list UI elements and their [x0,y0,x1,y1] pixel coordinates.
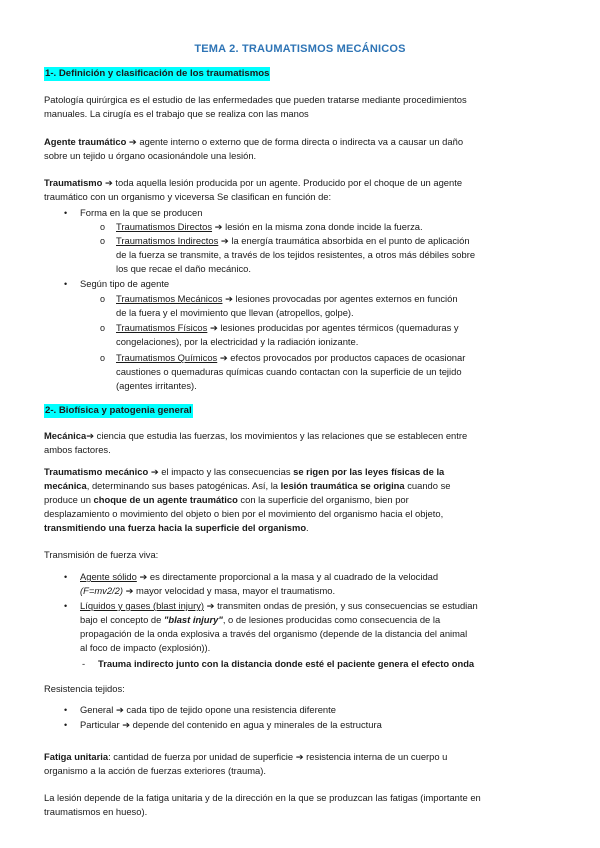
arrow-icon: ➔ [104,177,113,188]
circle-bullet-icon: o [100,222,106,232]
text-line: congelaciones), por la electricidad y la radiación ionizante. [116,336,359,347]
text-line: propagación de la onda explosiva a través del organismo (depende de la distancia del animal [80,628,468,639]
text-line: traumatismos en hueso). [44,806,148,817]
arrow-icon: ➔ [150,466,159,477]
text-line: Patología quirúrgica es el estudio de las enfermedades que pueden tratarse mediante procedimientos [44,94,467,105]
text-fragment: mecánica [44,480,87,491]
list-subitem [100,351,546,393]
text-line: toda aquella lesión producida por un agente. Producido por el choque de un agente [112,177,463,188]
term-mecanica: Mecánica [44,430,87,441]
text-line: ciencia que estudia las fuerzas, los movimientos y las relaciones que se establecen entre [94,430,468,441]
text-fragment: se rigen por las leyes físicas de la [293,466,445,477]
list-item-text: Según tipo de agente [80,278,170,289]
arrow-icon: ➔ [122,719,131,730]
list-item [64,599,560,655]
text-line: mayor velocidad y masa, mayor el traumatismo. [133,585,336,596]
bullet-icon: • [64,720,68,730]
text-fragment: bajo el concepto de [80,614,164,625]
term-traumatismo-mecanico: Traumatismo mecánico [44,466,149,477]
paragraph-lesion [44,791,560,819]
list-subitem [100,220,546,234]
text-line: manuales. La cirugía es el trabajo que se realiza con las manos [44,108,309,119]
text-fragment: General [80,704,114,715]
paragraph-fatiga [44,750,560,778]
formula: (F=mv2/2) [80,585,123,596]
text-line: organismo a la acción de fuerzas exteriores (trauma). [44,765,266,776]
term-directos: Traumatismos Directos [116,221,213,232]
page-title: TEMA 2. TRAUMATISMOS MECÁNICOS [194,43,406,55]
bullet-icon: • [64,705,68,715]
text-line: los que recae el daño mecánico. [116,263,251,274]
list-subitem [100,292,546,320]
text-line: al foco de impacto (explosión)). [80,642,211,653]
term-agente: Agente traumático [44,136,127,147]
arrow-icon: ➔ [295,751,304,762]
bullet-icon: • [64,572,68,582]
resistencia-label: Resistencia tejidos: [44,683,125,694]
paragraph-traumatismo [44,176,560,204]
dash-item-text: Trauma indirecto junto con la distancia donde esté el paciente genera el efecto onda [98,658,475,669]
arrow-icon: ➔ [125,585,134,596]
text-fragment: el impacto y las consecuencias [158,466,294,477]
term-fisicos: Traumatismos Físicos [116,322,208,333]
text-line: la energía traumática absorbida en el punto de aplicación [228,235,470,246]
list-subitem [100,234,546,276]
arrow-icon: ➔ [115,704,124,715]
section-2-heading: 2-. Biofísica y patogenia general [45,405,192,416]
list-item [64,206,576,220]
arrow-icon: ➔ [225,293,233,304]
text-fragment: . [306,522,309,533]
text-fragment: , o de lesiones producidas como consecuencia de la [222,614,441,625]
dash-icon: - [82,658,86,669]
text-fragment: "blast injury" [163,614,223,625]
text-fragment: transmitiendo una fuerza hacia la superficie del organismo [44,522,307,533]
text-line: desplazamiento o movimiento del objeto o bien por el movimiento del organismo hacia el objeto, [44,508,444,519]
bullet-icon: • [64,279,68,289]
text-line: lesiones producidas por agentes térmicos (quemaduras y [217,322,459,333]
text-fragment: depende del contenido en agua y minerales de la estructura [130,719,382,730]
section-1-heading: 1-. Definición y clasificación de los traumatismos [45,68,270,79]
arrow-icon: ➔ [219,352,228,363]
paragraph-mecanica [44,429,560,457]
list-item [64,718,576,732]
arrow-icon: ➔ [214,221,223,232]
dash-item [82,657,560,671]
text-line: sobre un tejido u órgano ocasionándole una lesión. [44,150,257,161]
text-fragment: con la superficie del organismo, bien por [237,494,409,505]
list-item-text: Forma en la que se producen [80,207,203,218]
paragraph-agente [44,135,560,163]
list-item [64,570,560,598]
bullet-icon: • [64,601,68,611]
text-line: efectos provocados por productos capaces de ocasionar [227,352,466,363]
text-fragment: : cantidad de fuerza por unidad de superficie [108,751,296,762]
text-line: transmiten ondas de presión, y sus consecuencias se estudian [214,600,478,611]
term-indirectos: Traumatismos Indirectos [116,235,219,246]
text-line: La lesión depende de la fatiga unitaria y de la dirección en la que se produzcan las fatigas (importante en [44,792,481,803]
arrow-icon: ➔ [139,571,148,582]
list-item [64,703,576,717]
text-fragment: lesión traumática se origina [280,480,405,491]
arrow-icon: ➔ [209,322,218,333]
text-fragment: cuando se [404,480,451,491]
circle-bullet-icon: o [100,353,106,363]
term-fatiga: Fatiga unitaria [44,751,109,762]
term-quimicos: Traumatismos Químicos [116,352,218,363]
text-line: (agentes irritantes). [116,380,197,391]
text-fragment: choque de un agente traumático [93,494,238,505]
text-line: de la fuera y el movimiento que llevan (atropellos, golpe). [116,307,354,318]
text-line: lesión en la misma zona donde incide la fuerza. [222,221,423,232]
list-subitem [100,321,546,349]
paragraph-patologia [44,93,560,121]
bullet-icon: • [64,208,68,218]
text-fragment: resistencia interna de un cuerpo u [303,751,448,762]
term-liquidos-gases: Líquidos y gases (blast injury) [80,600,205,611]
list-item [64,277,576,291]
text-fragment: , determinando sus bases patogénicas. Así, la [86,480,281,491]
text-line: de la fuerza se transmite, a través de los tejidos resistentes, a otros más débiles sobre [116,249,476,260]
term-mecanicos: Traumatismos Mecánicos [116,293,223,304]
arrow-icon: ➔ [86,430,95,441]
text-line: agente interno o externo que de forma directa o indirecta va a causar un daño [136,136,464,147]
circle-bullet-icon: o [100,294,106,304]
circle-bullet-icon: o [100,323,106,333]
arrow-icon: ➔ [128,136,137,147]
text-line: ambos factores. [44,444,111,455]
arrow-icon: ➔ [206,600,215,611]
text-fragment: produce un [44,494,94,505]
arrow-icon: ➔ [220,235,229,246]
text-fragment: Particular [80,719,120,730]
text-line: lesiones provocadas por agentes externos en función [232,293,458,304]
text-line: caustiones o quemaduras químicas cuando contactan con la superficie de un tejido [116,366,462,377]
transmision-label: Transmisión de fuerza viva: [44,549,159,560]
circle-bullet-icon: o [100,236,106,246]
text-line: es directamente proporcional a la masa y al cuadrado de la velocidad [147,571,439,582]
paragraph-traumatismo-mecanico [44,465,560,535]
term-agente-solido: Agente sólido [80,571,137,582]
text-fragment: cada tipo de tejido opone una resistencia diferente [123,704,336,715]
term-traumatismo: Traumatismo [44,177,103,188]
text-line: traumático con un organismo y viceversa Se clasifican en función de: [44,191,332,202]
